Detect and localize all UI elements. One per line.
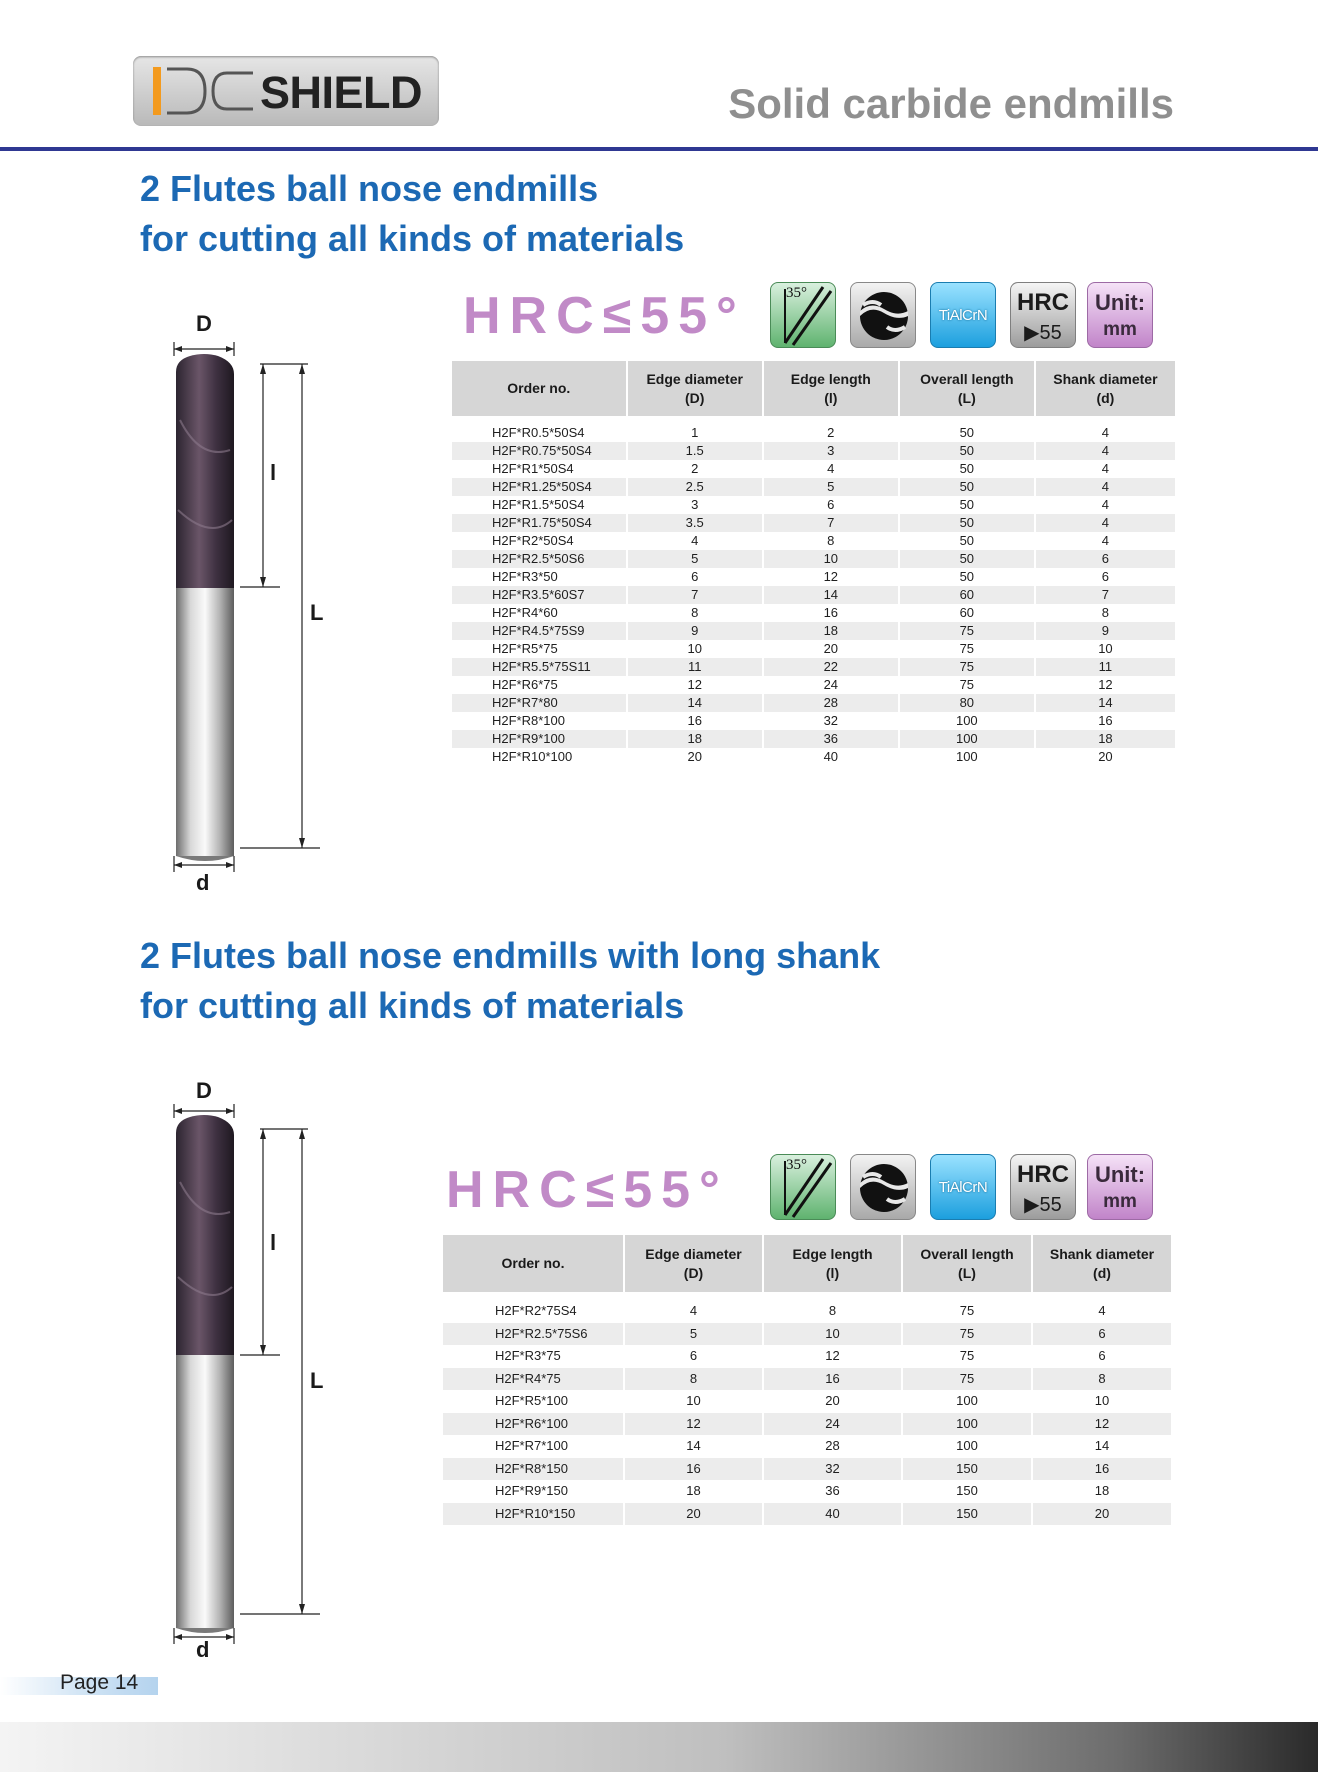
overall-length-cell: 50 <box>900 550 1034 568</box>
section1-table-body <box>452 424 1175 766</box>
shank-diameter-cell: 4 <box>1101 461 1110 476</box>
order-cell: H2F*R8*100 <box>492 713 565 728</box>
order-cell: H2F*R0.5*50S4 <box>492 425 585 440</box>
overall-length-cell: 50 <box>900 478 1034 496</box>
shank-diameter-cell: 4 <box>1101 497 1110 512</box>
table-row <box>452 550 1175 568</box>
table-row <box>452 424 1175 442</box>
col-header-order: Order no. <box>443 1235 623 1292</box>
shank-diameter-cell: 4 <box>1101 533 1110 548</box>
edge-diameter-cell: 9 <box>628 622 762 640</box>
edge-length-cell: 14 <box>764 586 898 604</box>
shank-diameter-cell: 10 <box>1094 1393 1110 1409</box>
table-row <box>452 712 1175 730</box>
edge-diameter-cell: 2.5 <box>628 478 762 496</box>
edge-diameter-cell: 4 <box>691 533 699 548</box>
edge-diameter-cell: 4 <box>689 1303 698 1319</box>
edge-diameter-cell: 16 <box>687 713 702 728</box>
overall-length-cell: 75 <box>903 1368 1031 1391</box>
unit-badge-label: Unit: <box>1094 1162 1146 1187</box>
order-cell: H2F*R6*100 <box>443 1413 623 1436</box>
edge-diameter-cell: 20 <box>687 749 702 764</box>
edge-length-cell: 8 <box>827 533 835 548</box>
edge-length-cell: 36 <box>825 1483 840 1499</box>
header-divider <box>0 147 1318 151</box>
edge-length-cell: 24 <box>823 677 839 692</box>
shank-diameter-cell: 4 <box>1036 478 1175 496</box>
table-header-row <box>443 1235 1171 1292</box>
overall-length-cell: 150 <box>903 1458 1031 1481</box>
col-header-edge-diameter: Edge diameter (D) <box>625 1235 762 1292</box>
shank-diameter-cell: 4 <box>1098 1303 1106 1319</box>
hrc-badge-label: HRC <box>1017 1161 1069 1188</box>
edge-diameter-cell: 16 <box>625 1458 762 1481</box>
diagram1-label-L: L <box>310 600 324 625</box>
shank-diameter-cell: 4 <box>1036 514 1175 532</box>
overall-length-cell: 50 <box>959 425 975 440</box>
section2-heading-line2: for cutting all kinds of materials <box>140 985 685 1026</box>
shank-diameter-cell: 16 <box>1098 713 1113 728</box>
section2-table-body <box>443 1300 1171 1525</box>
edge-length-cell: 7 <box>764 514 898 532</box>
diagram1-label-l: l <box>270 460 277 485</box>
shank-diameter-cell: 8 <box>1033 1368 1171 1391</box>
shank-diameter-cell: 6 <box>1036 550 1175 568</box>
shank-diameter-cell: 18 <box>1036 730 1175 748</box>
section1-spec-table <box>450 361 1177 766</box>
col-header-shank-diameter: Shank diameter (d) <box>1033 1235 1171 1292</box>
overall-length-cell: 150 <box>956 1483 978 1499</box>
overall-length-cell: 100 <box>900 730 1034 748</box>
order-cell: H2F*R7*80 <box>452 694 626 712</box>
shank-diameter-cell: 20 <box>1098 749 1113 764</box>
section2-heading <box>140 931 880 1031</box>
edge-length-cell: 16 <box>823 605 839 620</box>
edge-length-cell: 10 <box>764 1323 901 1346</box>
edge-diameter-cell: 10 <box>687 641 702 656</box>
overall-length-cell: 75 <box>959 1303 975 1319</box>
edge-diameter-cell: 7 <box>628 586 762 604</box>
col-header-overall-length: Overall length (L) <box>900 361 1034 416</box>
brand-name: SHIELD <box>260 67 423 118</box>
overall-length-cell: 60 <box>900 586 1034 604</box>
overall-length-cell: 100 <box>955 713 978 728</box>
edge-diameter-cell: 5 <box>625 1323 762 1346</box>
flute-type-badge <box>850 282 916 348</box>
overall-length-cell: 150 <box>903 1503 1031 1526</box>
overall-length-cell: 50 <box>959 533 975 548</box>
edge-length-cell: 24 <box>764 1413 901 1436</box>
col-header-shank-diameter: Shank diameter (d) <box>1036 361 1175 416</box>
flute-type-badge <box>850 1154 916 1220</box>
table-row <box>452 478 1175 496</box>
edge-diameter-cell: 8 <box>691 605 699 620</box>
edge-length-cell: 8 <box>828 1303 837 1319</box>
edge-length-cell: 10 <box>764 550 898 568</box>
diagram2-label-L: L <box>310 1368 324 1393</box>
table-row <box>452 604 1175 622</box>
two-flute-cross-section-icon <box>851 283 916 348</box>
edge-length-cell: 40 <box>823 749 839 764</box>
dc-logo-mark-icon <box>153 65 257 117</box>
edge-length-cell: 4 <box>827 461 835 476</box>
shank-diameter-cell: 4 <box>1101 425 1110 440</box>
order-cell: H2F*R3.5*60S7 <box>452 586 626 604</box>
shank-diameter-cell: 12 <box>1033 1413 1171 1436</box>
edge-diameter-cell: 11 <box>628 658 762 676</box>
table-row <box>452 748 1175 766</box>
edge-diameter-cell: 14 <box>628 694 762 712</box>
order-cell: H2F*R1.25*50S4 <box>452 478 626 496</box>
edge-diameter-cell: 20 <box>625 1503 762 1526</box>
table-row <box>443 1413 1171 1436</box>
col-header-edge-length: Edge length (l) <box>764 1235 901 1292</box>
overall-length-cell: 75 <box>959 1348 975 1364</box>
table-row <box>452 532 1175 550</box>
shank-diameter-cell: 14 <box>1036 694 1175 712</box>
hrc-badge-label: HRC <box>1017 289 1069 316</box>
overall-length-cell: 50 <box>959 569 975 584</box>
col-header-overall-length: Overall length (L) <box>903 1235 1031 1292</box>
edge-length-cell: 12 <box>825 1348 840 1364</box>
edge-diameter-cell: 6 <box>689 1348 698 1364</box>
edge-diameter-cell: 6 <box>691 569 699 584</box>
table-header-row <box>452 361 1175 416</box>
edge-length-cell: 40 <box>764 1503 901 1526</box>
diagram1-label-d: d <box>196 870 210 895</box>
overall-length-cell: 75 <box>903 1323 1031 1346</box>
overall-length-cell: 100 <box>955 749 978 764</box>
edge-diameter-cell: 1 <box>691 425 699 440</box>
section1-heading <box>140 164 684 264</box>
section2-spec-table <box>441 1235 1173 1525</box>
unit-badge-label: Unit: <box>1094 290 1146 315</box>
table-row <box>452 730 1175 748</box>
edge-length-cell: 18 <box>764 622 898 640</box>
edge-length-cell: 2 <box>827 425 835 440</box>
shank-diameter-cell: 16 <box>1033 1458 1171 1481</box>
table-row <box>452 496 1175 514</box>
order-cell: H2F*R9*150 <box>495 1483 568 1499</box>
shank-diameter-cell: 6 <box>1098 1348 1106 1364</box>
edge-diameter-cell: 12 <box>687 677 702 692</box>
section1-heading-line1: 2 Flutes ball nose endmills <box>140 168 599 209</box>
edge-diameter-cell: 18 <box>686 1483 701 1499</box>
table-row <box>452 568 1175 586</box>
order-cell: H2F*R8*150 <box>443 1458 623 1481</box>
order-cell: H2F*R2*50S4 <box>492 533 574 548</box>
section2-badge-row <box>770 1154 1170 1220</box>
edge-diameter-cell: 1.5 <box>628 442 762 460</box>
overall-length-cell: 75 <box>959 641 975 656</box>
overall-length-cell: 50 <box>959 461 975 476</box>
helix-angle-value: 35° <box>786 1157 807 1173</box>
helix-angle-badge <box>770 1154 836 1220</box>
order-cell: H2F*R7*100 <box>495 1438 568 1454</box>
shank-diameter-cell: 6 <box>1033 1323 1171 1346</box>
table-row <box>452 622 1175 640</box>
coating-value: TiAlCrN <box>938 1179 988 1196</box>
overall-length-cell: 50 <box>900 514 1034 532</box>
section2-hrc-rating: HRC≤55° <box>446 1161 729 1219</box>
diagram2-label-l: l <box>270 1230 277 1255</box>
section1-heading-line2: for cutting all kinds of materials <box>140 218 685 259</box>
table-row <box>452 658 1175 676</box>
order-cell: H2F*R2.5*50S6 <box>452 550 626 568</box>
table-row <box>443 1503 1171 1526</box>
edge-diameter-cell: 3 <box>691 497 699 512</box>
overall-length-cell: 100 <box>903 1413 1031 1436</box>
edge-length-cell: 36 <box>764 730 898 748</box>
edge-diameter-cell: 3.5 <box>628 514 762 532</box>
edge-length-cell: 32 <box>823 713 839 728</box>
col-header-order: Order no. <box>452 361 626 416</box>
order-cell: H2F*R1.75*50S4 <box>452 514 626 532</box>
order-cell: H2F*R10*150 <box>443 1503 623 1526</box>
table-row <box>452 442 1175 460</box>
diagram2-label-D: D <box>196 1078 212 1103</box>
shank-diameter-cell: 12 <box>1098 677 1113 692</box>
col-header-edge-length: Edge length (l) <box>764 361 898 416</box>
order-cell: H2F*R3*75 <box>495 1348 561 1364</box>
shank-diameter-cell: 7 <box>1036 586 1175 604</box>
table-row <box>452 676 1175 694</box>
hrc-badge <box>1010 282 1076 348</box>
overall-length-cell: 100 <box>956 1438 978 1454</box>
edge-diameter-cell: 8 <box>625 1368 762 1391</box>
brand-logo <box>133 56 439 126</box>
shank-diameter-cell: 4 <box>1036 442 1175 460</box>
helix-angle-value: 35° <box>786 285 807 301</box>
table-row <box>443 1368 1171 1391</box>
table-row <box>452 586 1175 604</box>
table-row <box>452 640 1175 658</box>
edge-length-cell: 12 <box>823 569 839 584</box>
edge-length-cell: 5 <box>764 478 898 496</box>
hrc-badge <box>1010 1154 1076 1220</box>
coating-badge <box>930 1154 996 1220</box>
order-cell: H2F*R1.5*50S4 <box>492 497 585 512</box>
overall-length-cell: 75 <box>900 658 1034 676</box>
unit-badge <box>1087 282 1153 348</box>
section2-heading-line1: 2 Flutes ball nose endmills with long shank <box>140 935 881 976</box>
order-cell: H2F*R2*75S4 <box>495 1303 577 1319</box>
overall-length-cell: 50 <box>959 497 975 512</box>
overall-length-cell: 80 <box>900 694 1034 712</box>
overall-length-cell: 75 <box>959 677 975 692</box>
edge-length-cell: 20 <box>825 1393 840 1409</box>
order-cell: H2F*R6*75 <box>492 677 558 692</box>
table-row <box>443 1345 1171 1368</box>
shank-diameter-cell: 10 <box>1098 641 1113 656</box>
edge-length-cell: 20 <box>823 641 839 656</box>
table-row <box>443 1300 1171 1323</box>
edge-length-cell: 16 <box>764 1368 901 1391</box>
shank-diameter-cell: 14 <box>1094 1438 1110 1454</box>
unit-badge-value: mm <box>1103 1191 1137 1212</box>
helix-angle-badge <box>770 282 836 348</box>
col-header-edge-diameter: Edge diameter (D) <box>628 361 762 416</box>
overall-length-cell: 75 <box>900 622 1034 640</box>
coating-badge <box>930 282 996 348</box>
order-cell: H2F*R10*100 <box>492 749 573 764</box>
edge-length-cell: 3 <box>764 442 898 460</box>
order-cell: H2F*R4.5*75S9 <box>452 622 626 640</box>
edge-diameter-cell: 2 <box>691 461 699 476</box>
shank-diameter-cell: 18 <box>1094 1483 1110 1499</box>
table-row <box>452 460 1175 478</box>
edge-length-cell: 28 <box>825 1438 840 1454</box>
hrc-badge-value: ▶55 <box>1024 322 1062 344</box>
order-cell: H2F*R5*75 <box>492 641 558 656</box>
hrc-badge-value: ▶55 <box>1024 1194 1062 1216</box>
edge-diameter-cell: 14 <box>686 1438 701 1454</box>
section1-badge-row <box>770 282 1170 348</box>
edge-length-cell: 6 <box>827 497 835 512</box>
diagram2-label-d: d <box>196 1637 210 1662</box>
diagram1-label-D: D <box>196 311 212 336</box>
footer-gradient-bar <box>0 1722 1318 1772</box>
edge-diameter-cell: 10 <box>686 1393 701 1409</box>
order-cell: H2F*R5*100 <box>495 1393 568 1409</box>
edge-diameter-cell: 12 <box>625 1413 762 1436</box>
edge-length-cell: 32 <box>764 1458 901 1481</box>
order-cell: H2F*R3*50 <box>492 569 558 584</box>
order-cell: H2F*R9*100 <box>452 730 626 748</box>
shank-diameter-cell: 8 <box>1101 605 1110 620</box>
table-row <box>452 514 1175 532</box>
order-cell: H2F*R2.5*75S6 <box>443 1323 623 1346</box>
order-cell: H2F*R1*50S4 <box>492 461 574 476</box>
overall-length-cell: 50 <box>900 442 1034 460</box>
unit-badge-value: mm <box>1103 319 1137 340</box>
shank-diameter-cell: 9 <box>1036 622 1175 640</box>
shank-diameter-cell: 6 <box>1101 569 1110 584</box>
coating-value: TiAlCrN <box>938 307 988 324</box>
table-row <box>443 1458 1171 1481</box>
edge-length-cell: 28 <box>764 694 898 712</box>
table-row <box>443 1390 1171 1413</box>
shank-diameter-cell: 20 <box>1033 1503 1171 1526</box>
page-number: Page 14 <box>60 1671 139 1694</box>
edge-length-cell: 22 <box>764 658 898 676</box>
edge-diameter-cell: 18 <box>628 730 762 748</box>
order-cell: H2F*R4*60 <box>492 605 558 620</box>
order-cell: H2F*R0.75*50S4 <box>452 442 626 460</box>
table-row <box>452 694 1175 712</box>
overall-length-cell: 100 <box>956 1393 978 1409</box>
table-row <box>443 1323 1171 1346</box>
two-flute-cross-section-icon <box>851 1155 916 1220</box>
shank-diameter-cell: 11 <box>1036 658 1175 676</box>
overall-length-cell: 60 <box>959 605 975 620</box>
table-row <box>443 1480 1171 1503</box>
edge-diameter-cell: 5 <box>628 550 762 568</box>
order-cell: H2F*R5.5*75S11 <box>452 658 626 676</box>
section1-hrc-rating: HRC≤55° <box>463 287 746 345</box>
table-row <box>443 1435 1171 1458</box>
page-header-title: Solid carbide endmills <box>728 80 1174 127</box>
order-cell: H2F*R4*75 <box>443 1368 623 1391</box>
unit-badge <box>1087 1154 1153 1220</box>
